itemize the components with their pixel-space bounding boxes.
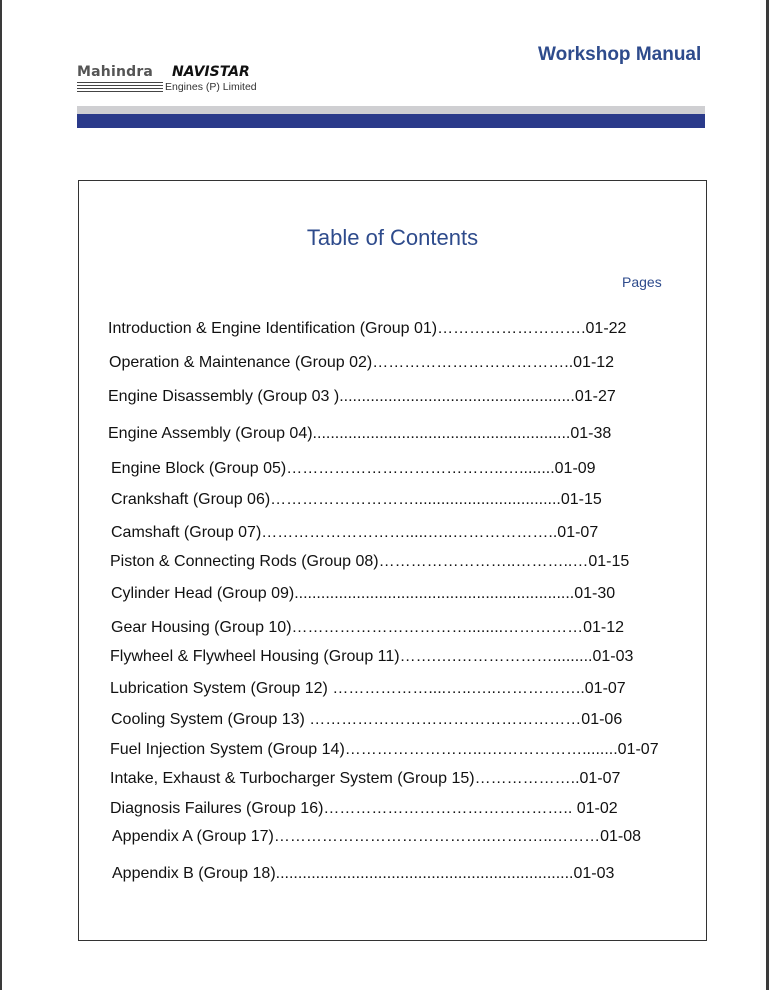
logo-brand: Mahindra [77,64,154,80]
toc-entry-group-15[interactable]: Intake, Exhaust & Turbocharger System (Group 15)………………..01-07 [110,770,621,787]
company-logo [77,64,277,98]
toc-entry-group-18[interactable]: Appendix B (Group 18)...................................................................01-03 [112,865,615,882]
header-band-gray [77,106,705,114]
document-title: Workshop Manual [538,44,702,65]
toc-entry-group-16[interactable]: Diagnosis Failures (Group 16)……………………………………….. 01-02 [110,800,618,817]
toc-entry-group-07[interactable]: Camshaft (Group 07)……………………….....…..………………..01-07 [111,524,599,541]
toc-entry-group-02[interactable]: Operation & Maintenance (Group 02)………………………………..01-12 [109,354,615,371]
toc-entry-group-05[interactable]: Engine Block (Group 05)…………………………………..…........01-09 [111,460,596,477]
toc-entry-group-01[interactable]: Introduction & Engine Identification (Group 01)……………………….01-22 [108,320,627,337]
toc-entry-group-03[interactable]: Engine Disassembly (Group 03 ).....................................................01-27 [108,388,616,405]
toc-entry-group-17[interactable]: Appendix A (Group 17)…………………………………..…….…..………01-08 [112,828,642,845]
table-of-contents [78,180,707,941]
toc-entry-group-06[interactable]: Crankshaft (Group 06)……………………….................................01-15 [111,491,602,508]
toc-entry-group-09[interactable]: Cylinder Head (Group 09)...............................................................01-30 [111,585,616,602]
toc-entry-group-14[interactable]: Fuel Injection System (Group 14)……………………..….……………........01-07 [110,741,659,758]
toc-entry-group-08[interactable]: Piston & Connecting Rods (Group 08)……………………..………..…01-15 [110,553,630,570]
logo-stripes [77,82,163,94]
page-edge-left [0,0,2,990]
logo-partner: NAVISTAR [172,64,250,80]
toc-entry-group-04[interactable]: Engine Assembly (Group 04)..........................................................01-38 [108,425,612,442]
toc-entry-group-12[interactable]: Lubrication System (Group 12) ………………....…..…..……………..01-07 [110,680,626,697]
toc-entry-group-11[interactable]: Flywheel & Flywheel Housing (Group 11)…….….……………….........01-03 [110,648,634,665]
toc-entry-group-13[interactable]: Cooling System (Group 13) ……………………………………………01-06 [111,711,623,728]
toc-entry-group-10[interactable]: Gear Housing (Group 10)……………………………........……………01-12 [111,619,625,636]
pages-column-label: Pages [622,274,662,290]
header-band-blue [77,114,705,128]
toc-title: Table of Contents [306,225,479,250]
logo-subtitle: Engines (P) Limited [165,81,257,93]
